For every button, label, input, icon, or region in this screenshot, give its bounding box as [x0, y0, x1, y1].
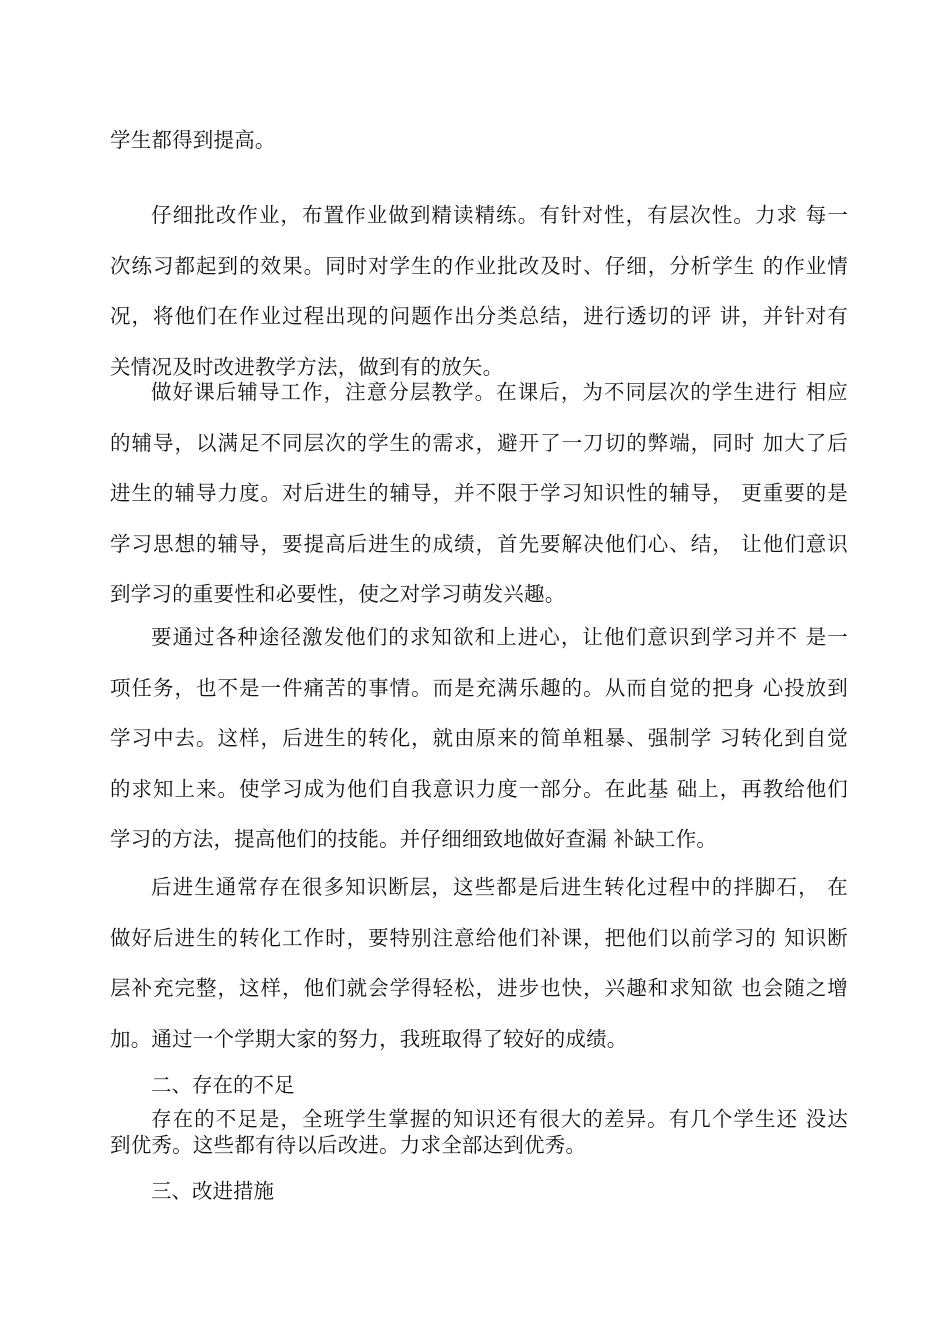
text-line: 的辅导，以满足不同层次的学生的需求，避开了一刀切的弊端，同时 加大了后 [110, 430, 848, 455]
section-heading-improvements: 三、改进措施 [151, 1179, 274, 1203]
section-heading-shortcomings: 二、存在的不足 [151, 1073, 295, 1097]
text-line: 学习中去。这样，后进生的转化，就由原来的简单粗暴、强制学 习转化到自觉 [110, 726, 848, 751]
text-line: 加。通过一个学期大家的努力，我班取得了较好的成绩。 [110, 1026, 628, 1051]
paragraph-continuation [110, 115, 848, 166]
text-line: 项任务，也不是一件痛苦的事情。而是充满乐趣的。从而自觉的把身 心投放到 [110, 675, 848, 700]
paragraph-tutoring [110, 367, 848, 620]
text-line: 存在的不足是，全班学生掌握的知识还有很大的差异。有几个学生还 没达 [151, 1107, 848, 1131]
paragraph-shortcomings [110, 1106, 848, 1158]
text-line: 到优秀。这些都有待以后改进。力求全部达到优秀。 [110, 1133, 587, 1157]
text-line: 的求知上来。使学习成为他们自我意识力度一部分。在此基 础上，再教给他们 [110, 776, 848, 801]
text-line: 做好课后辅导工作，注意分层教学。在课后，为不同层次的学生进行 相应 [151, 380, 848, 404]
paragraph-motivation [110, 612, 848, 865]
text-line: 况，将他们在作业过程出现的问题作出分类总结，进行透切的评 讲，并针对有 [110, 304, 848, 329]
paragraph-homework [110, 190, 848, 392]
text-line: 到学习的重要性和必要性，使之对学习萌发兴趣。 [110, 582, 566, 607]
text-line: 进生的辅导力度。对后进生的辅导，并不限于学习知识性的辅导， 更重要的是 [110, 481, 848, 506]
text-line: 层补充完整，这样，他们就会学得轻松，进步也快，兴趣和求知欲 也会随之增 [110, 976, 848, 1001]
paragraph-knowledge-gaps [110, 862, 848, 1064]
text-line: 要通过各种途径激发他们的求知欲和上进心，让他们意识到学习并不 是一 [151, 625, 848, 649]
text-line: 学生都得到提高。 [110, 128, 276, 152]
text-line: 学习思想的辅导，要提高后进生的成绩，首先要解决他们心、结， 让他们意识 [110, 531, 848, 556]
text-line: 学习的方法，提高他们的技能。并仔细细致地做好查漏 补缺工作。 [110, 827, 718, 852]
text-line: 仔细批改作业，布置作业做到精读精练。有针对性，有层次性。力求 每一 [151, 203, 848, 227]
text-line: 后进生通常存在很多知识断层，这些都是后进生转化过程中的拌脚石， 在 [151, 875, 848, 899]
text-line: 做好后进生的转化工作时，要特别注意给他们补课，把他们以前学习的 知识断 [110, 925, 848, 950]
text-line: 关情况及时改进教学方法，做到有的放矢。 [110, 354, 504, 379]
text-line: 次练习都起到的效果。同时对学生的作业批改及时、仔细，分析学生 的作业情 [110, 253, 848, 278]
